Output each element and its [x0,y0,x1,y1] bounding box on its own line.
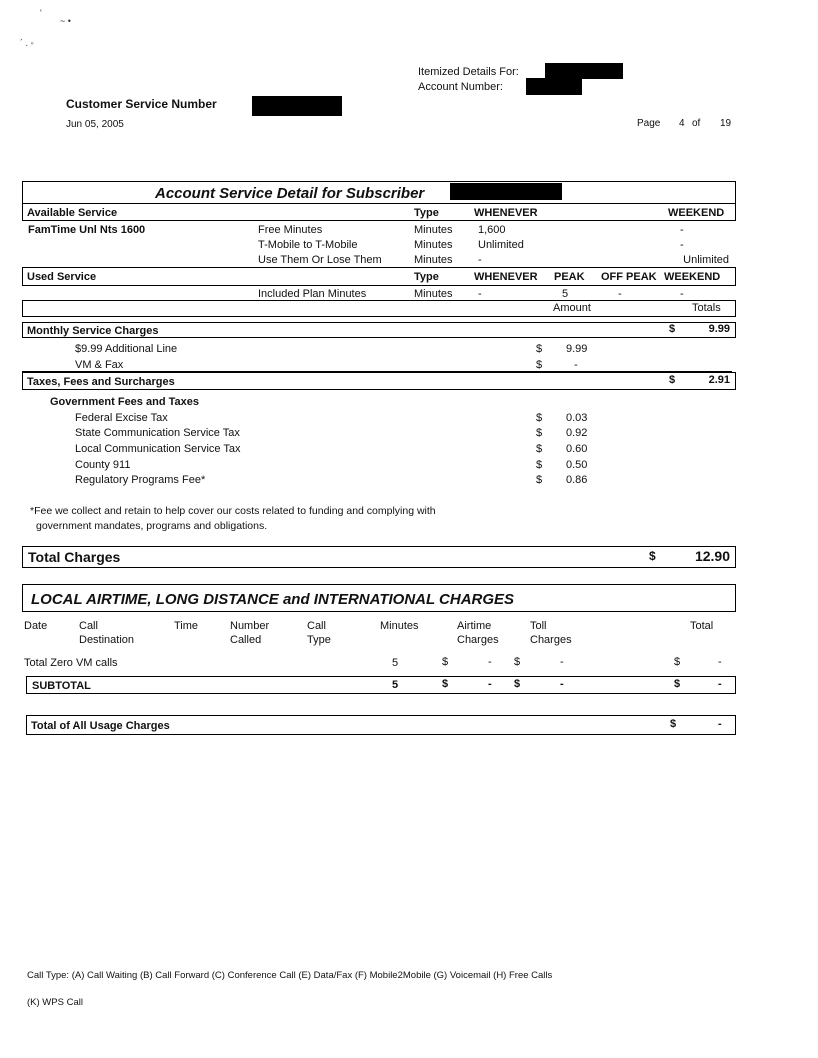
tax-desc: Regulatory Programs Fee* [75,474,206,486]
tax-amount: 0.60 [566,443,588,455]
monthly-total: 9.99 [708,323,730,335]
monthly-charges-label: Monthly Service Charges [27,325,159,337]
zero-vm-total: - [718,656,722,668]
tax-sign: $ [536,412,543,424]
redacted-subscriber-name [450,183,562,200]
service-desc: T-Mobile to T-Mobile [258,239,358,251]
taxes-label: Taxes, Fees and Surcharges [27,376,175,388]
page-of: of [692,118,701,129]
page-number: 4 [679,118,685,129]
service-desc: Free Minutes [258,224,323,236]
service-peak: 5 [562,288,569,300]
subtotal-toll: - [560,678,564,690]
service-type: Minutes [414,224,453,236]
service-weekend: - [680,288,684,300]
used-whenever-header: WHENEVER [474,271,538,283]
service-whenever: - [478,254,482,266]
tax-desc: State Communication Service Tax [75,427,240,439]
subtotal-air: - [488,678,492,690]
subtotal-air-sign: $ [442,678,449,690]
service-weekend: Unlimited [683,254,729,266]
divider [22,203,736,204]
service-weekend: - [680,239,684,251]
col-toll-charges: Charges [530,634,572,646]
service-whenever: Unlimited [478,239,524,251]
subtotal-total-sign: $ [674,678,681,690]
used-type-header: Type [414,271,439,283]
charge-amount: 9.99 [566,343,588,355]
government-fees-label: Government Fees and Taxes [50,396,199,408]
charge-sign: $ [536,359,543,371]
taxes-total: 2.91 [708,374,730,386]
charge-desc: VM & Fax [75,359,124,371]
total-charges-amount: 12.90 [694,548,730,564]
tax-desc: Local Communication Service Tax [75,443,241,455]
tax-sign: $ [536,427,543,439]
used-weekend-header: WEEKEND [664,271,721,283]
tax-amount: 0.86 [566,474,588,486]
service-type: Minutes [414,254,453,266]
available-service-label: Available Service [27,207,118,219]
fee-footnote-line2: government mandates, programs and obligations. [36,520,268,532]
statement-date: Jun 05, 2005 [66,119,124,130]
fee-footnote-line1: *Fee we collect and retain to help cover our costs related to funding and complying with [30,505,436,517]
service-type: Minutes [414,239,453,251]
redacted-subscriber [545,63,623,79]
service-whenever: 1,600 [478,224,506,236]
account-service-detail-title: Account Service Detail for Subscriber [155,185,425,202]
tax-amount: 0.92 [566,427,588,439]
usage-total-label: Total of All Usage Charges [31,720,170,732]
taxes-total-sign: $ [669,374,676,386]
zero-vm-toll-sign: $ [514,656,521,668]
zero-vm-toll: - [560,656,564,668]
service-type: Minutes [414,288,453,300]
used-service-label: Used Service [27,271,97,283]
usage-total-sign: $ [670,718,677,730]
col-date: Date [24,620,48,632]
available-type-header: Type [414,207,439,219]
tax-sign: $ [536,474,543,486]
zero-vm-minutes: 5 [392,657,399,669]
service-desc: Use Them Or Lose Them [258,254,382,266]
redacted-account-number [526,78,582,95]
col-type: Type [307,634,331,646]
amount-header: Amount [553,302,591,314]
itemized-label: Itemized Details For: [418,66,519,78]
tax-desc: County 911 [75,459,131,471]
available-weekend-header: WEEKEND [668,207,725,219]
available-whenever-header: WHENEVER [474,207,538,219]
col-airtime-charges: Charges [457,634,499,646]
subtotal-minutes: 5 [392,679,399,691]
subtotal-total: - [718,678,722,690]
col-total: Total [690,620,714,632]
usage-total-amount: - [718,718,722,730]
totals-header: Totals [692,302,721,314]
zero-vm-air-sign: $ [442,656,449,668]
plan-name: FamTime Unl Nts 1600 [28,224,146,236]
service-whenever: - [478,288,482,300]
page-label: Page [637,118,661,129]
total-charges-box [22,546,736,568]
col-minutes: Minutes [380,620,419,632]
subtotal-label: SUBTOTAL [32,680,91,692]
tax-amount: 0.50 [566,459,588,471]
service-offpeak: - [618,288,622,300]
scan-speck: ´ . ◦ [20,38,34,48]
zero-vm-label: Total Zero VM calls [24,657,118,669]
service-desc: Included Plan Minutes [258,288,367,300]
col-call: Call [79,620,98,632]
subtotal-toll-sign: $ [514,678,521,690]
col-call-type: Call [307,620,326,632]
account-number-label: Account Number: [418,81,503,93]
col-destination: Destination [79,634,135,646]
zero-vm-total-sign: $ [674,656,681,668]
zero-vm-air: - [488,656,492,668]
charge-sign: $ [536,343,543,355]
col-toll: Toll [530,620,547,632]
tax-sign: $ [536,443,543,455]
col-number: Number [230,620,270,632]
used-offpeak-header: OFF PEAK [601,271,657,283]
charge-desc: $9.99 Additional Line [75,343,178,355]
used-peak-header: PEAK [554,271,585,283]
monthly-total-sign: $ [669,323,676,335]
col-time: Time [174,620,199,632]
subtotal-box [26,676,736,694]
page-total: 19 [720,118,732,129]
tax-sign: $ [536,459,543,471]
total-charges-label: Total Charges [28,549,121,565]
scan-speck: ~ • [60,16,71,26]
customer-service-label: Customer Service Number [66,97,217,111]
col-called: Called [230,634,262,646]
total-charges-sign: $ [649,549,656,563]
scan-speck: ' [40,8,42,18]
tax-amount: 0.03 [566,412,588,424]
col-airtime: Airtime [457,620,492,632]
amount-totals-header-box [22,300,736,317]
charge-amount: - [574,359,578,371]
redacted-service-number [252,96,342,116]
service-weekend: - [680,224,684,236]
tax-desc: Federal Excise Tax [75,412,168,424]
call-type-legend-line1: Call Type: (A) Call Waiting (B) Call Forward (C) Conference Call (E) Data/Fax (F) Mobile2Mobile (G) Voicemail (H) Free Calls [27,970,553,981]
call-type-legend-line2: (K) WPS Call [27,997,83,1008]
local-airtime-title: LOCAL AIRTIME, LONG DISTANCE and INTERNATIONAL CHARGES [31,591,515,608]
